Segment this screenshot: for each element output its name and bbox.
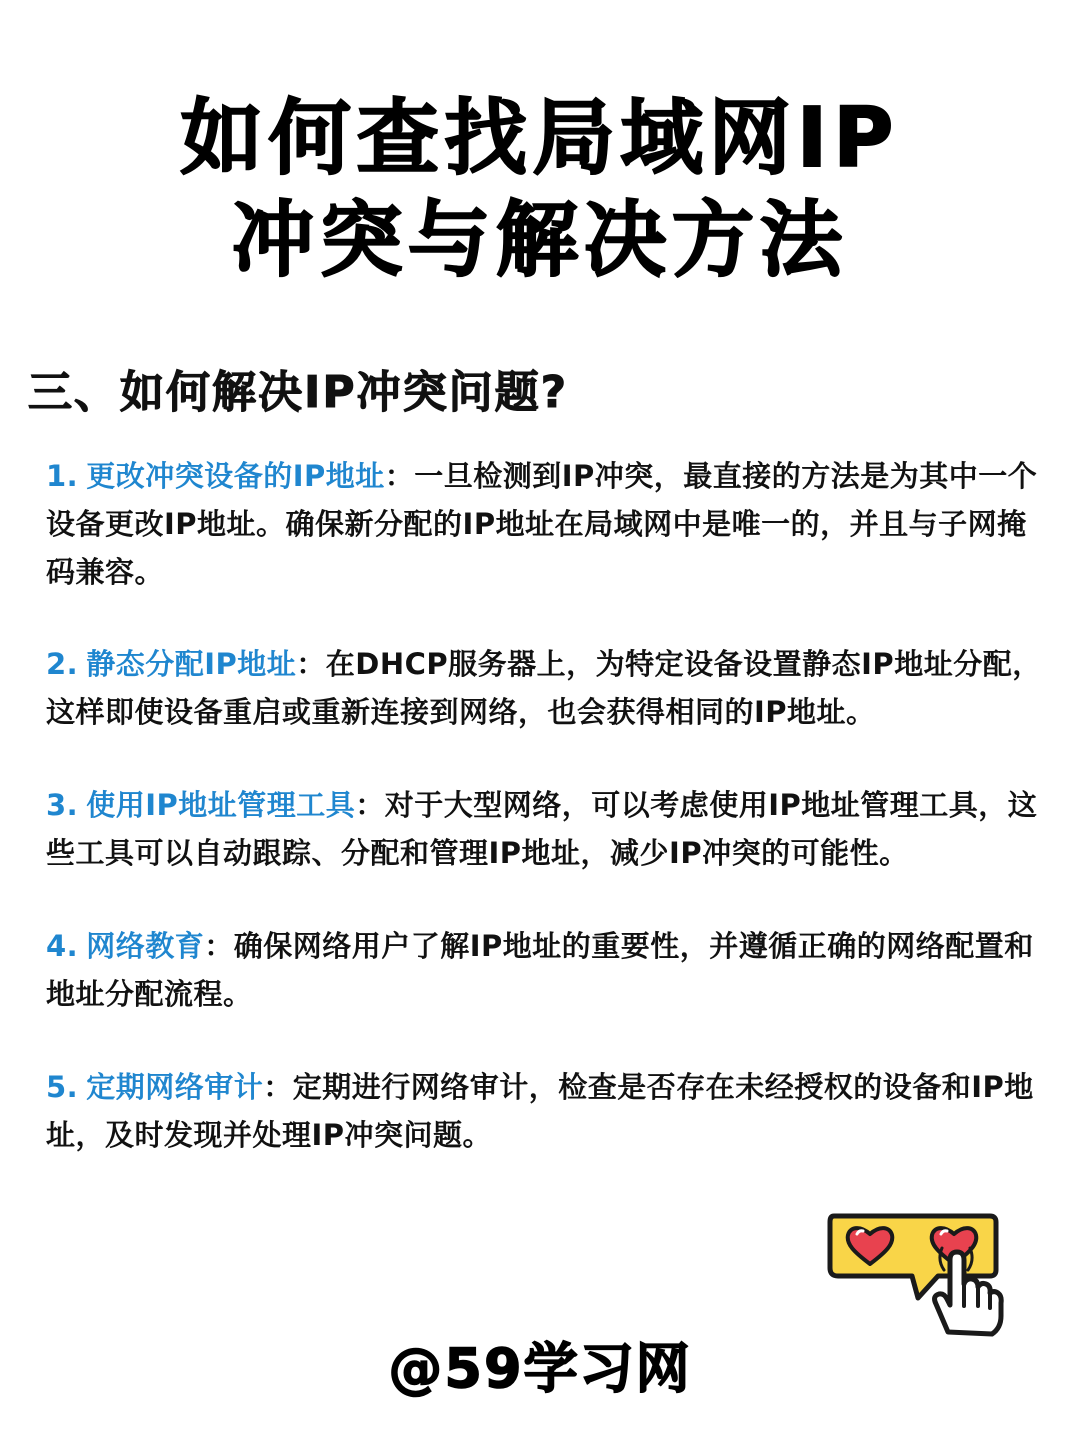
list-item — [46, 781, 1046, 877]
item-colon: ： — [204, 929, 234, 963]
page-title-line-1: 如何查找局域网IP — [180, 91, 900, 186]
like-bubble-graphic — [826, 1210, 1006, 1340]
item-label: 定期网络审计 — [86, 1070, 264, 1104]
footer-brand: @59学习网 — [388, 1337, 692, 1400]
section-heading: 三、如何解决IP冲突问题? — [28, 367, 569, 418]
item-label: 使用IP地址管理工具 — [86, 788, 356, 822]
item-colon: ： — [355, 788, 385, 822]
item-label: 静态分配IP地址 — [86, 647, 297, 681]
item-number: 2. — [46, 647, 79, 681]
heart-bubble-with-pointer-icon — [826, 1210, 1006, 1340]
item-text: 定期进行网络审计，检查是否存在未经授权的设备和IP地址，及时发现并处理IP冲突问题。 — [46, 1070, 1034, 1152]
list-item — [46, 452, 1046, 596]
item-number: 3. — [46, 788, 79, 822]
list-item — [46, 640, 1046, 736]
item-number: 4. — [46, 929, 79, 963]
page-title-line-2: 冲突与解决方法 — [231, 193, 848, 288]
item-number: 1. — [46, 459, 79, 493]
item-colon: ： — [263, 1070, 293, 1104]
item-text: 对于大型网络，可以考虑使用IP地址管理工具，这些工具可以自动跟踪、分配和管理IP地址，减少IP冲突的可能性。 — [46, 788, 1038, 870]
item-colon: ： — [384, 459, 415, 493]
item-number: 5. — [46, 1070, 79, 1104]
item-text: 确保网络用户了解IP地址的重要性，并遵循正确的网络配置和地址分配流程。 — [46, 929, 1034, 1011]
list-item — [46, 922, 1046, 1018]
item-label: 更改冲突设备的IP地址 — [86, 459, 385, 493]
item-text: 在DHCP服务器上，为特定设备设置静态IP地址分配，这样即使设备重启或重新连接到网络，也会获得相同的IP地址。 — [46, 647, 1042, 729]
item-text: 一旦检测到IP冲突，最直接的方法是为其中一个设备更改IP地址。确保新分配的IP地址在局域网中是唯一的，并且与子网掩码兼容。 — [46, 459, 1038, 589]
item-colon: ： — [296, 647, 326, 681]
item-label: 网络教育 — [86, 929, 205, 963]
list-item — [46, 1063, 1046, 1159]
